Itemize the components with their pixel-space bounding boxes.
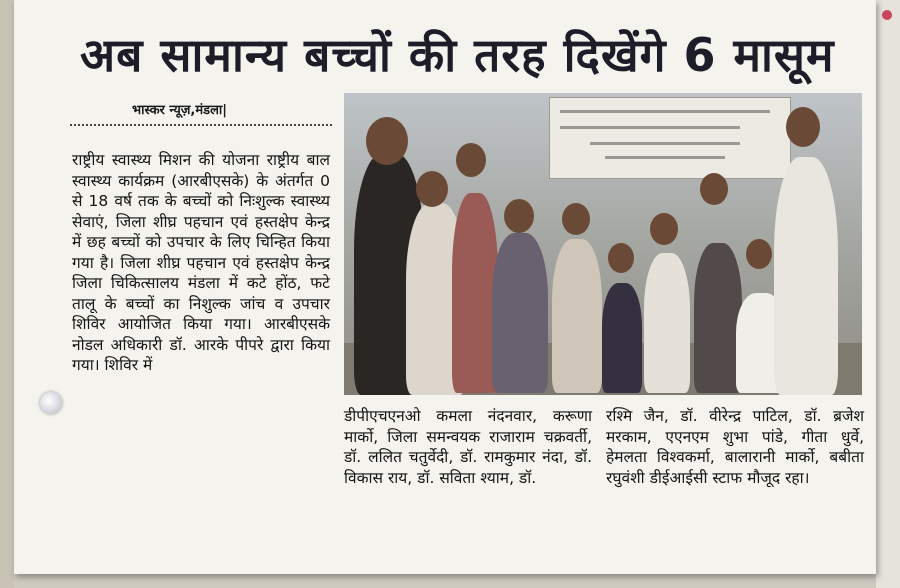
- byline-divider: [70, 124, 332, 126]
- byline: भास्कर न्यूज़,मंडला|: [132, 103, 228, 118]
- article-column-1: राष्ट्रीय स्वास्थ्य मिशन की योजना राष्ट्रीय बाल स्वास्थ्य कार्यक्रम (आरबीएसके) के अंतर्गत 0 से 18 वर्ष तक के बच्चों को निःशुल्क स्वास्थ्य सेवाएं, जिला शीघ्र पहचान एवं हस्तक्षेप केन्द्र में छह बच्चों को उपचार के लिए चिन्हित किया गया है। जिला शीघ्र पहचान एवं हस्तक्षेप केन्द्र जिला चिकित्सालय मंडला में कटे होंठ, फटे तालू के बच्चों का निशुल्क जांच व उपचार शिविर आयोजित किया गया। आरबीएसके नोडल अधिकारी डॉ. आरके पीपरे द्वारा किया गया। शिविर में: [72, 151, 330, 374]
- group-photo: [344, 93, 862, 395]
- pushpin-icon: [40, 392, 62, 414]
- headline: अब सामान्य बच्चों की तरह दिखेंगे 6 मासूम: [80, 28, 835, 82]
- desk-surface-left: [0, 0, 14, 588]
- red-mark: [882, 10, 892, 20]
- article-column-3: रश्मि जैन, डॉ. वीरेन्द्र पाटिल, डॉ. ब्रजेश मरकाम, एएनएम शुभा पांडे, गीता धुर्वे, हेमलता विश्वकर्मा, बालारानी मार्को, बबीता रघुवंशी डीईआईसी स्टाफ मौजूद रहा।: [606, 407, 864, 487]
- desk-surface-right: [876, 0, 900, 588]
- article-column-2: डीपीएचएनओ कमला नंदनवार, करूणा मार्को, जिला समन्वयक राजाराम चक्रवर्ती, डॉ. ललित चतुर्वेदी, डॉ. रामकुमार नंदा, डॉ. विकास राय, डॉ. सविता श्याम, डॉ.: [344, 407, 592, 487]
- photo-banner: [549, 97, 791, 179]
